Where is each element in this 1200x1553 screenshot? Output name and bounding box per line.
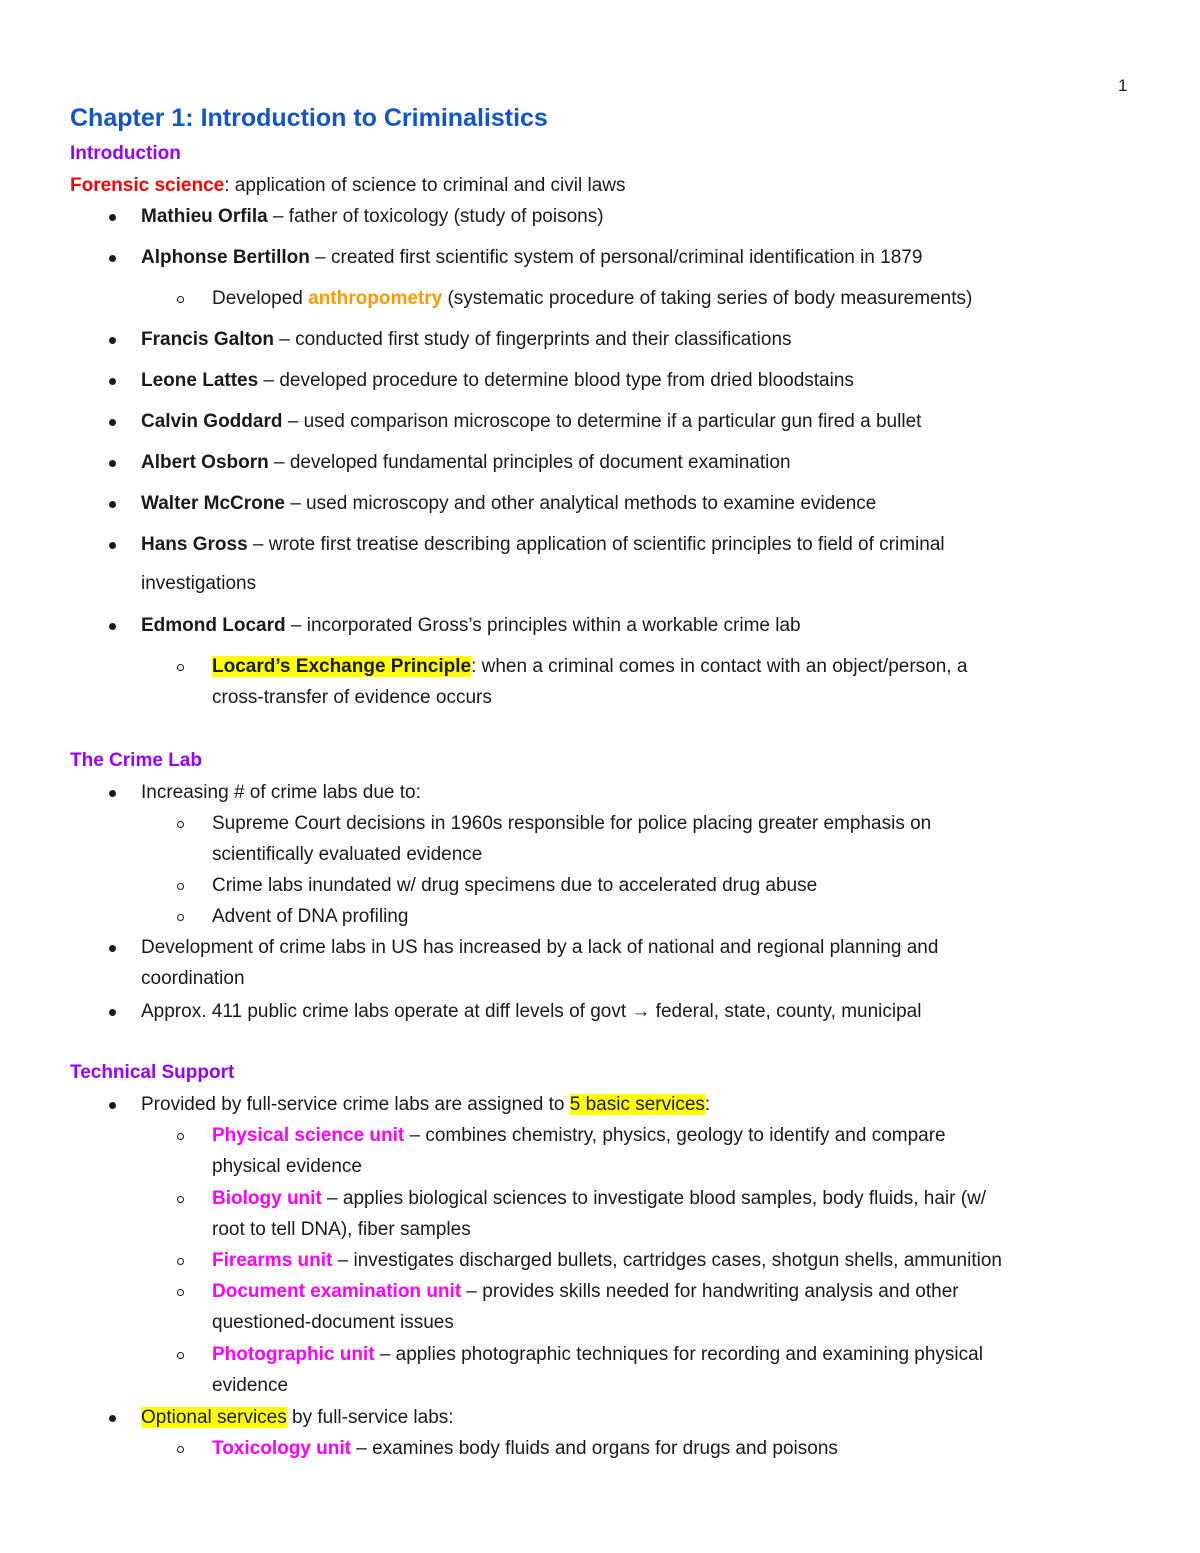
sub-bullet-circle: [177, 1446, 184, 1453]
unit-name: Document examination unit: [212, 1281, 462, 1302]
sub-text: Developed: [212, 288, 309, 309]
list-item: [141, 614, 801, 638]
sub-text: : when a criminal comes in contact with an object/person, a: [471, 656, 968, 677]
sub-list-item-continuation: physical evidence: [212, 1156, 362, 1177]
item-text: Provided by full-service crime labs are assigned to: [141, 1094, 570, 1115]
unit-name: Biology unit: [212, 1188, 322, 1209]
unit-name: Firearms unit: [212, 1250, 333, 1271]
sub-list-item: [212, 1280, 959, 1304]
bullet-dot: [109, 378, 116, 385]
sub-bullet-circle: [177, 883, 184, 890]
sub-list-item: [212, 1124, 946, 1148]
person-name: Mathieu Orfila: [141, 206, 268, 227]
unit-desc: – provides skills needed for handwriting analysis and other: [461, 1281, 959, 1302]
person-desc: – father of toxicology (study of poisons): [267, 206, 604, 227]
unit-name: Physical science unit: [212, 1125, 405, 1146]
sub-list-item: [212, 1437, 838, 1461]
unit-desc: – applies biological sciences to investigate blood samples, body fluids, hair (w/: [321, 1188, 987, 1209]
bullet-dot: [109, 945, 116, 952]
definition-text: : application of science to criminal and civil laws: [224, 175, 626, 196]
bullet-dot: [109, 255, 116, 262]
sub-list-item-continuation: evidence: [212, 1375, 289, 1396]
sub-bullet-circle: [177, 821, 184, 828]
sub-list-item: Advent of DNA profiling: [212, 906, 409, 927]
section-heading-technical-support: Technical Support: [70, 1062, 235, 1083]
person-name: Albert Osborn: [141, 452, 269, 473]
person-desc: – wrote first treatise describing application of scientific principles to field of criminal: [247, 534, 945, 555]
list-item: [141, 533, 945, 557]
person-desc: – developed fundamental principles of document examination: [268, 452, 791, 473]
person-name: Edmond Locard: [141, 615, 286, 636]
bullet-dot: [109, 501, 116, 508]
page-number: 1: [1118, 76, 1128, 95]
person-name: Hans Gross: [141, 534, 248, 555]
list-item: Increasing # of crime labs due to:: [141, 782, 421, 803]
key-term: anthropometry: [308, 288, 443, 309]
page-title: Chapter 1: Introduction to Criminalistics: [70, 104, 548, 132]
key-term: Locard’s Exchange Principle: [212, 656, 472, 677]
list-item-continuation: coordination: [141, 968, 245, 989]
sub-list-item-continuation: questioned-document issues: [212, 1312, 454, 1333]
bullet-dot: [109, 623, 116, 630]
item-text: :: [704, 1094, 711, 1115]
sub-list-item-continuation: root to tell DNA), fiber samples: [212, 1219, 471, 1240]
sub-list-item: [212, 1343, 983, 1367]
sub-bullet-circle: [177, 1352, 184, 1359]
sub-list-item: [212, 655, 967, 679]
sub-list-item: Supreme Court decisions in 1960s responsible for police placing greater emphasis on: [212, 813, 932, 834]
definition-line: [70, 174, 626, 198]
section-heading-introduction: Introduction: [70, 143, 181, 164]
bullet-dot: [109, 1102, 116, 1109]
list-item: Development of crime labs in US has increased by a lack of national and regional planning and: [141, 937, 939, 958]
sub-bullet-circle: [177, 914, 184, 921]
list-item: [141, 451, 791, 475]
list-item-continuation: investigations: [141, 573, 257, 594]
sub-list-item: [212, 287, 972, 311]
unit-desc: – combines chemistry, physics, geology to identify and compare: [404, 1125, 946, 1146]
list-item: [141, 369, 854, 393]
sub-list-item: [212, 1249, 1002, 1273]
sub-bullet-circle: [177, 1289, 184, 1296]
unit-name: Toxicology unit: [212, 1438, 351, 1459]
unit-desc: – investigates discharged bullets, cartridges cases, shotgun shells, ammunition: [332, 1250, 1002, 1271]
unit-desc: – examines body fluids and organs for drugs and poisons: [350, 1438, 838, 1459]
list-item: Approx. 411 public crime labs operate at diff levels of govt → federal, state, county, municipal: [141, 1001, 922, 1022]
bullet-dot: [109, 1415, 116, 1422]
bullet-dot: [109, 337, 116, 344]
item-text: by full-service labs:: [286, 1407, 454, 1428]
sub-list-item: Crime labs inundated w/ drug specimens due to accelerated drug abuse: [212, 875, 818, 896]
list-item: [141, 1093, 710, 1117]
list-item: [141, 410, 921, 434]
highlighted-text: 5 basic services: [569, 1094, 705, 1115]
sub-text: (systematic procedure of taking series of body measurements): [442, 288, 973, 309]
person-desc: – created first scientific system of personal/criminal identification in 1879: [309, 247, 923, 268]
bullet-dot: [109, 790, 116, 797]
list-item: [141, 328, 792, 352]
sub-list-item-continuation: scientifically evaluated evidence: [212, 844, 483, 865]
bullet-dot: [109, 460, 116, 467]
bullet-dot: [109, 542, 116, 549]
sub-list-item-continuation: cross-transfer of evidence occurs: [212, 687, 492, 708]
list-item: [141, 205, 604, 229]
person-name: Calvin Goddard: [141, 411, 283, 432]
sub-bullet-circle: [177, 1196, 184, 1203]
person-name: Walter McCrone: [141, 493, 285, 514]
person-desc: – used microscopy and other analytical methods to examine evidence: [284, 493, 877, 514]
person-desc: – conducted first study of fingerprints and their classifications: [274, 329, 792, 350]
person-desc: – used comparison microscope to determine if a particular gun fired a bullet: [282, 411, 922, 432]
list-item: [141, 492, 876, 516]
bullet-dot: [109, 1009, 116, 1016]
highlighted-text: Optional services: [141, 1407, 287, 1428]
bullet-dot: [109, 214, 116, 221]
person-name: Alphonse Bertillon: [141, 247, 310, 268]
sub-bullet-circle: [177, 296, 184, 303]
definition-term: Forensic science: [70, 175, 225, 196]
unit-desc: – applies photographic techniques for recording and examining physical: [374, 1344, 983, 1365]
section-heading-crime-lab: The Crime Lab: [70, 750, 202, 771]
sub-list-item: [212, 1187, 986, 1211]
bullet-dot: [109, 419, 116, 426]
list-item: [141, 246, 922, 270]
person-name: Leone Lattes: [141, 370, 259, 391]
person-desc: – developed procedure to determine blood type from dried bloodstains: [258, 370, 854, 391]
sub-bullet-circle: [177, 1258, 184, 1265]
list-item: [141, 1406, 454, 1430]
sub-bullet-circle: [177, 664, 184, 671]
unit-name: Photographic unit: [212, 1344, 375, 1365]
sub-bullet-circle: [177, 1133, 184, 1140]
person-name: Francis Galton: [141, 329, 275, 350]
person-desc: – incorporated Gross’s principles within a workable crime lab: [285, 615, 801, 636]
